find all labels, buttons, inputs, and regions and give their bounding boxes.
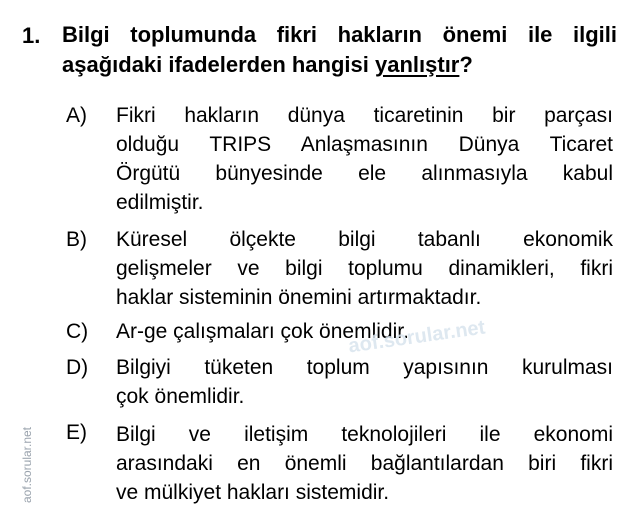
question-stem-suffix: ? (459, 52, 473, 77)
question-stem-prefix: aşağıdaki ifadelerden hangisi (62, 52, 375, 77)
option-d-line-2: çok önemlidir. (116, 385, 245, 408)
option-b-letter: B) (66, 228, 87, 251)
question-stem (62, 20, 617, 80)
side-watermark: aof.sorular.net (20, 426, 34, 504)
option-d-letter: D) (66, 356, 89, 379)
option-a-letter: A) (66, 104, 87, 127)
option-a-line-4: edilmiştir. (116, 191, 204, 214)
option-a-line-2: olduğu TRIPS Anlaşmasının Dünya Ticaret (116, 133, 613, 156)
option-e-line-3: ve mülkiyet hakları sistemidir. (116, 481, 390, 504)
option-d-text (116, 353, 613, 411)
option-e-line-2: arasındaki en önemli bağlantılardan biri fikri (116, 452, 613, 475)
option-b-line-3: haklar sisteminin önemini artırmaktadır. (116, 286, 482, 309)
option-e-text (116, 420, 613, 507)
option-e-letter: E) (66, 421, 87, 444)
option-d-line-1: Bilgiyi tüketen toplum yapısının kurulması (116, 356, 613, 379)
option-b-line-2: gelişmeler ve bilgi toplumu dinamikleri, fikri (116, 257, 613, 280)
question-stem-line-2 (62, 50, 617, 80)
option-a-text (116, 101, 613, 217)
center-watermark: aof.sorular.net (347, 316, 487, 358)
option-c-text (116, 317, 613, 346)
option-b-text (116, 225, 613, 312)
option-c-line-1: Ar-ge çalışmaları çok önemlidir. (116, 320, 409, 343)
option-c-letter: C) (66, 320, 89, 343)
option-b-line-1: Küresel ölçekte bilgi tabanlı ekonomik (116, 228, 613, 251)
question-number: 1. (22, 23, 41, 48)
question-stem-line-1: Bilgi toplumunda fikri hakların önemi ile ilgili (62, 22, 617, 47)
option-e-line-1: Bilgi ve iletişim teknolojileri ile ekonomi (116, 423, 613, 446)
question-emphasis-word: yanlıştır (375, 52, 460, 77)
option-a-line-1: Fikri hakların dünya ticaretinin bir parçası (116, 104, 613, 127)
option-a-line-3: Örgütü bünyesinde ele alınmasıyla kabul (116, 162, 613, 185)
